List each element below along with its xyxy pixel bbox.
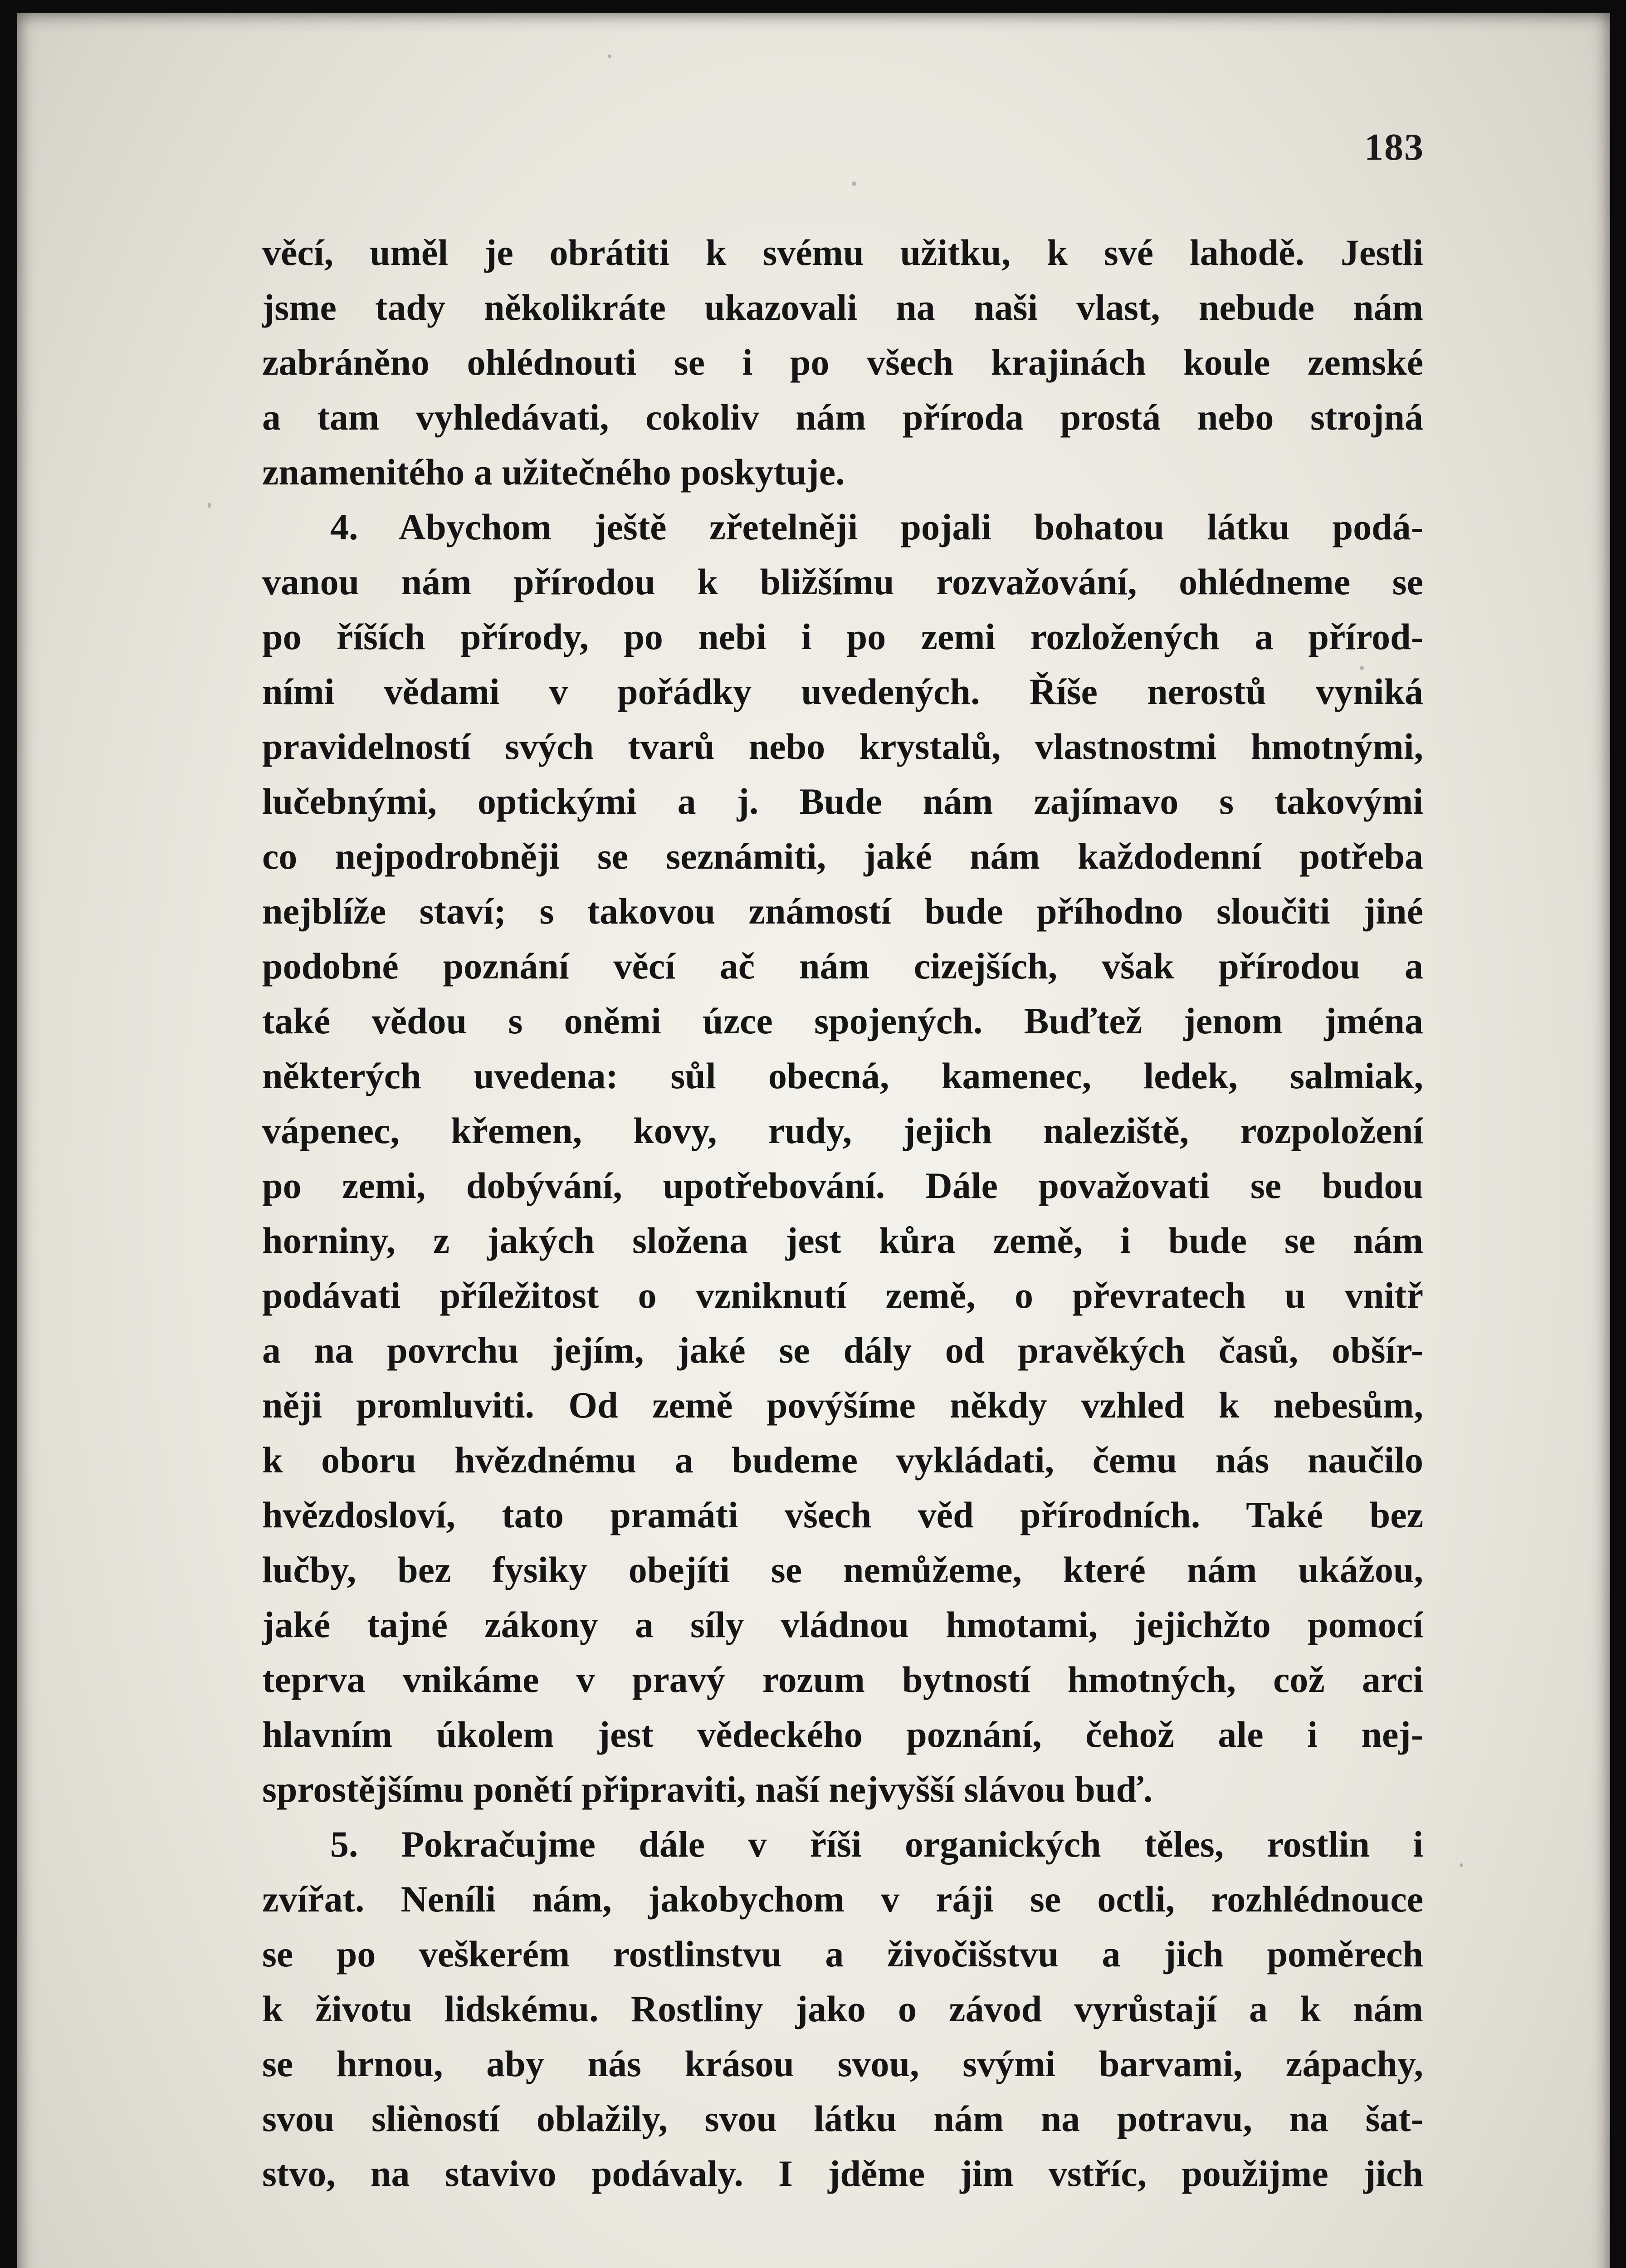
body-text [262,225,1423,2201]
text-line: k životu lidskému. Rostliny jako o závod vyrůstají a k nám [262,1988,1423,2029]
text-line: hvězdosloví, tato pramáti všech věd přírodních. Také bez [262,1494,1423,1535]
page-number: 183 [1364,126,1424,168]
text-line: po zemi, dobývání, upotřebování. Dále považovati se budou [262,1165,1423,1206]
paper-speck [1460,1863,1463,1867]
text-line: podávati příležitost o vzniknutí země, o převratech u vnitř [262,1275,1423,1316]
text-line: znamenitého a užitečného poskytuje. [262,451,845,493]
paper-speck [608,54,611,58]
text-line: lučby, bez fysiky obejíti se nemůžeme, které nám ukážou, [262,1549,1423,1590]
text-line: a na povrchu jejím, jaké se dály od pravěkých časů, obšír- [262,1330,1423,1371]
book-page [17,13,1610,2268]
paper-speck [1360,666,1364,670]
text-line: se hrnou, aby nás krásou svou, svými barvami, zápachy, [262,2043,1423,2084]
text-line: hlavním úkolem jest vědeckého poznání, čehož ale i nej- [262,1714,1423,1755]
text-line: některých uvedena: sůl obecná, kamenec, ledek, salmiak, [262,1055,1423,1096]
text-line: horniny, z jakých složena jest kůra země, i bude se nám [262,1220,1423,1261]
text-line: se po veškerém rostlinstvu a živočišstvu a jich poměrech [262,1933,1423,1975]
text-line: nejblíže staví; s takovou známostí bude příhodno sloučiti jiné [262,890,1423,932]
text-line: 5. Pokračujme dále v říši organických těles, rostlin i [330,1823,1423,1865]
paper-speck [208,503,211,508]
text-line: stvo, na stavivo podávaly. I jděme jim vstříc, použijme jich [262,2153,1423,2194]
text-line: teprva vnikáme v pravý rozum bytností hmotných, což arci [262,1659,1423,1700]
text-line: také vědou s oněmi úzce spojených. Buďtež jenom jména [262,1000,1423,1041]
text-line: věcí, uměl je obrátiti k svému užitku, k své lahodě. Jestli [262,232,1423,273]
text-line: jaké tajné zákony a síly vládnou hmotami, jejichžto pomocí [262,1604,1423,1645]
text-line: sprostějšímu ponětí připraviti, naší nejvyšší slávou buď. [262,1769,1153,1810]
text-line: zabráněno ohlédnouti se i po všech krajinách koule zemské [262,342,1423,383]
text-line: pravidelností svých tvarů nebo krystalů, vlastnostmi hmotnými, [262,726,1423,767]
text-line: zvířat. Neníli nám, jakobychom v ráji se octli, rozhlédnouce [262,1878,1423,1920]
text-line: vanou nám přírodou k bližšímu rozvažování, ohlédneme se [262,561,1423,602]
text-line: a tam vyhledávati, cokoliv nám příroda prostá nebo strojná [262,396,1423,438]
text-line: lučebnými, optickými a j. Bude nám zajímavo s takovými [262,781,1423,822]
text-line: svou slièností oblažily, svou látku nám na potravu, na šat- [262,2098,1423,2139]
text-line: podobné poznání věcí ač nám cizejších, však přírodou a [262,945,1423,987]
text-line: ními vědami v pořádky uvedených. Říše nerostů vyniká [262,671,1423,712]
text-line: něji promluviti. Od země povýšíme někdy vzhled k nebesům, [262,1384,1423,1426]
paper-speck [852,181,856,186]
text-line: 4. Abychom ještě zřetelněji pojali bohatou látku podá- [330,506,1423,547]
text-line: jsme tady několikráte ukazovali na naši vlast, nebude nám [262,287,1423,328]
text-line: k oboru hvězdnému a budeme vykládati, čemu nás naučilo [262,1439,1423,1481]
text-line: po říších přírody, po nebi i po zemi rozložených a přírod- [262,616,1423,657]
text-line: co nejpodrobněji se seznámiti, jaké nám každodenní potřeba [262,836,1423,877]
text-line: vápenec, křemen, kovy, rudy, jejich naleziště, rozpoložení [262,1110,1423,1151]
